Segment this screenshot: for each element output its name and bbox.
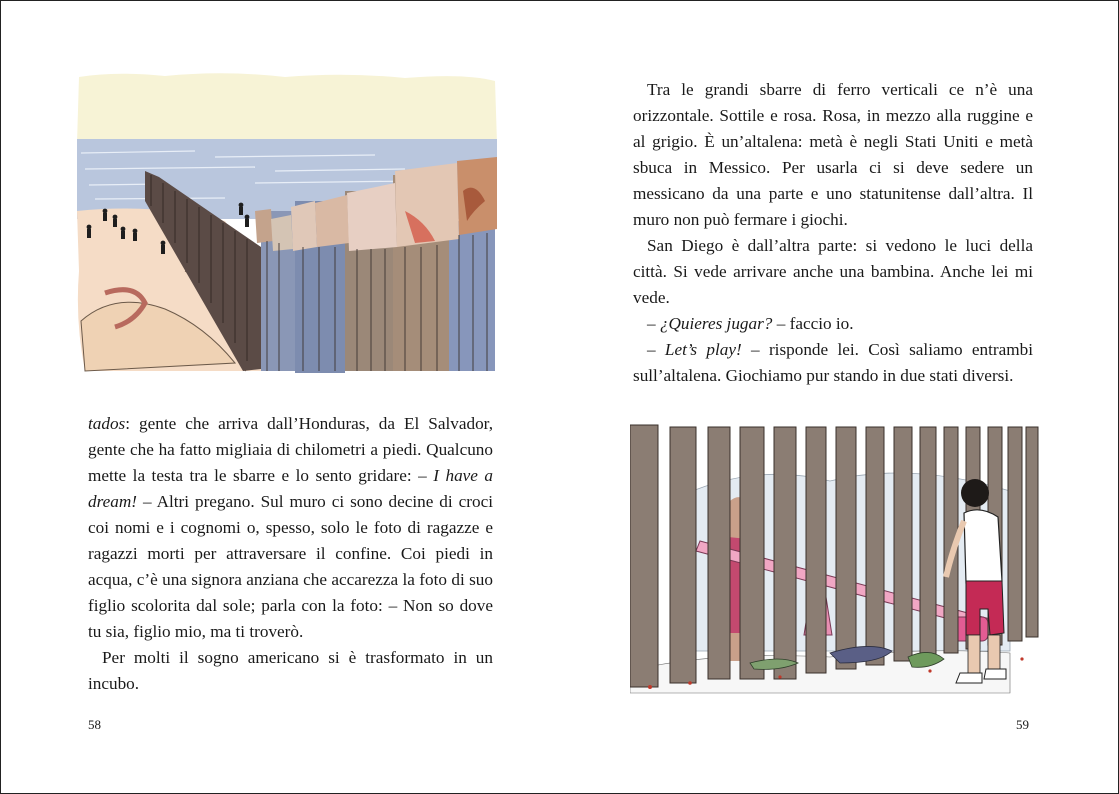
left-page-text [88,411,493,697]
dialogue-line-1: – ¿Quieres jugar? – faccio io. [647,314,854,333]
paragraph-1: Tra le grandi sbarre di ferro verticali ce n’è una orizzontale. Sottile e rosa. Rosa, in mezzo alla ruggine e al grigio. È un’altalena: metà è negli Stati Uniti e metà sbuca in Messico. Per usarla ci si deve sedere un messicano da una parte e uno statunitense dall’altra. Il muro non può fermare i giochi. [633,80,1033,229]
border-wall-beach-illustration [75,71,499,379]
paragraph-2: Per molti il sogno americano si è trasformato in un incubo. [88,648,493,693]
left-page [1,1,559,793]
italic-fragment: tados [88,414,126,433]
paragraph-1: tados: gente che arriva dall’Honduras, da El Salvador, gente che ha fatto migliaia di chilometri a piedi. Qualcuno mette la testa tra le sbarre e lo sento gridare: – I have a dream! – Altri pregano. Sul muro ci sono decine di croci coi nomi e i cognomi o, spesso, solo le foto di ragazze e ragazzi morti per attraversare il confine. Coi piedi in acqua, c’è una signora anziana che accarezza la foto di suo figlio scolorita dal sole; parla con la foto: – Non so dove tu sia, figlio mio, ma ti troverò. [88,414,493,641]
dialogue-line-2: – Let’s play! – risponde lei. Così saliamo entrambi sull’altalena. Giochiamo pur stando in due stati diversi. [633,340,1033,385]
italic-fragment: Let’s play! [664,340,742,359]
page-number-right: 59 [1016,717,1029,732]
page-number-left: 58 [88,717,101,732]
italic-fragment: I have a dream! [88,466,493,511]
seesaw-through-border-fence-illustration [630,421,1040,701]
italic-fragment: ¿Quieres jugar? [659,314,773,333]
right-page-text [633,77,1033,389]
right-page [560,1,1118,793]
paragraph-2: San Diego è dall’altra parte: si vedono le luci della città. Si vede arrivare anche una bambina. Anche lei mi vede. [633,236,1033,307]
